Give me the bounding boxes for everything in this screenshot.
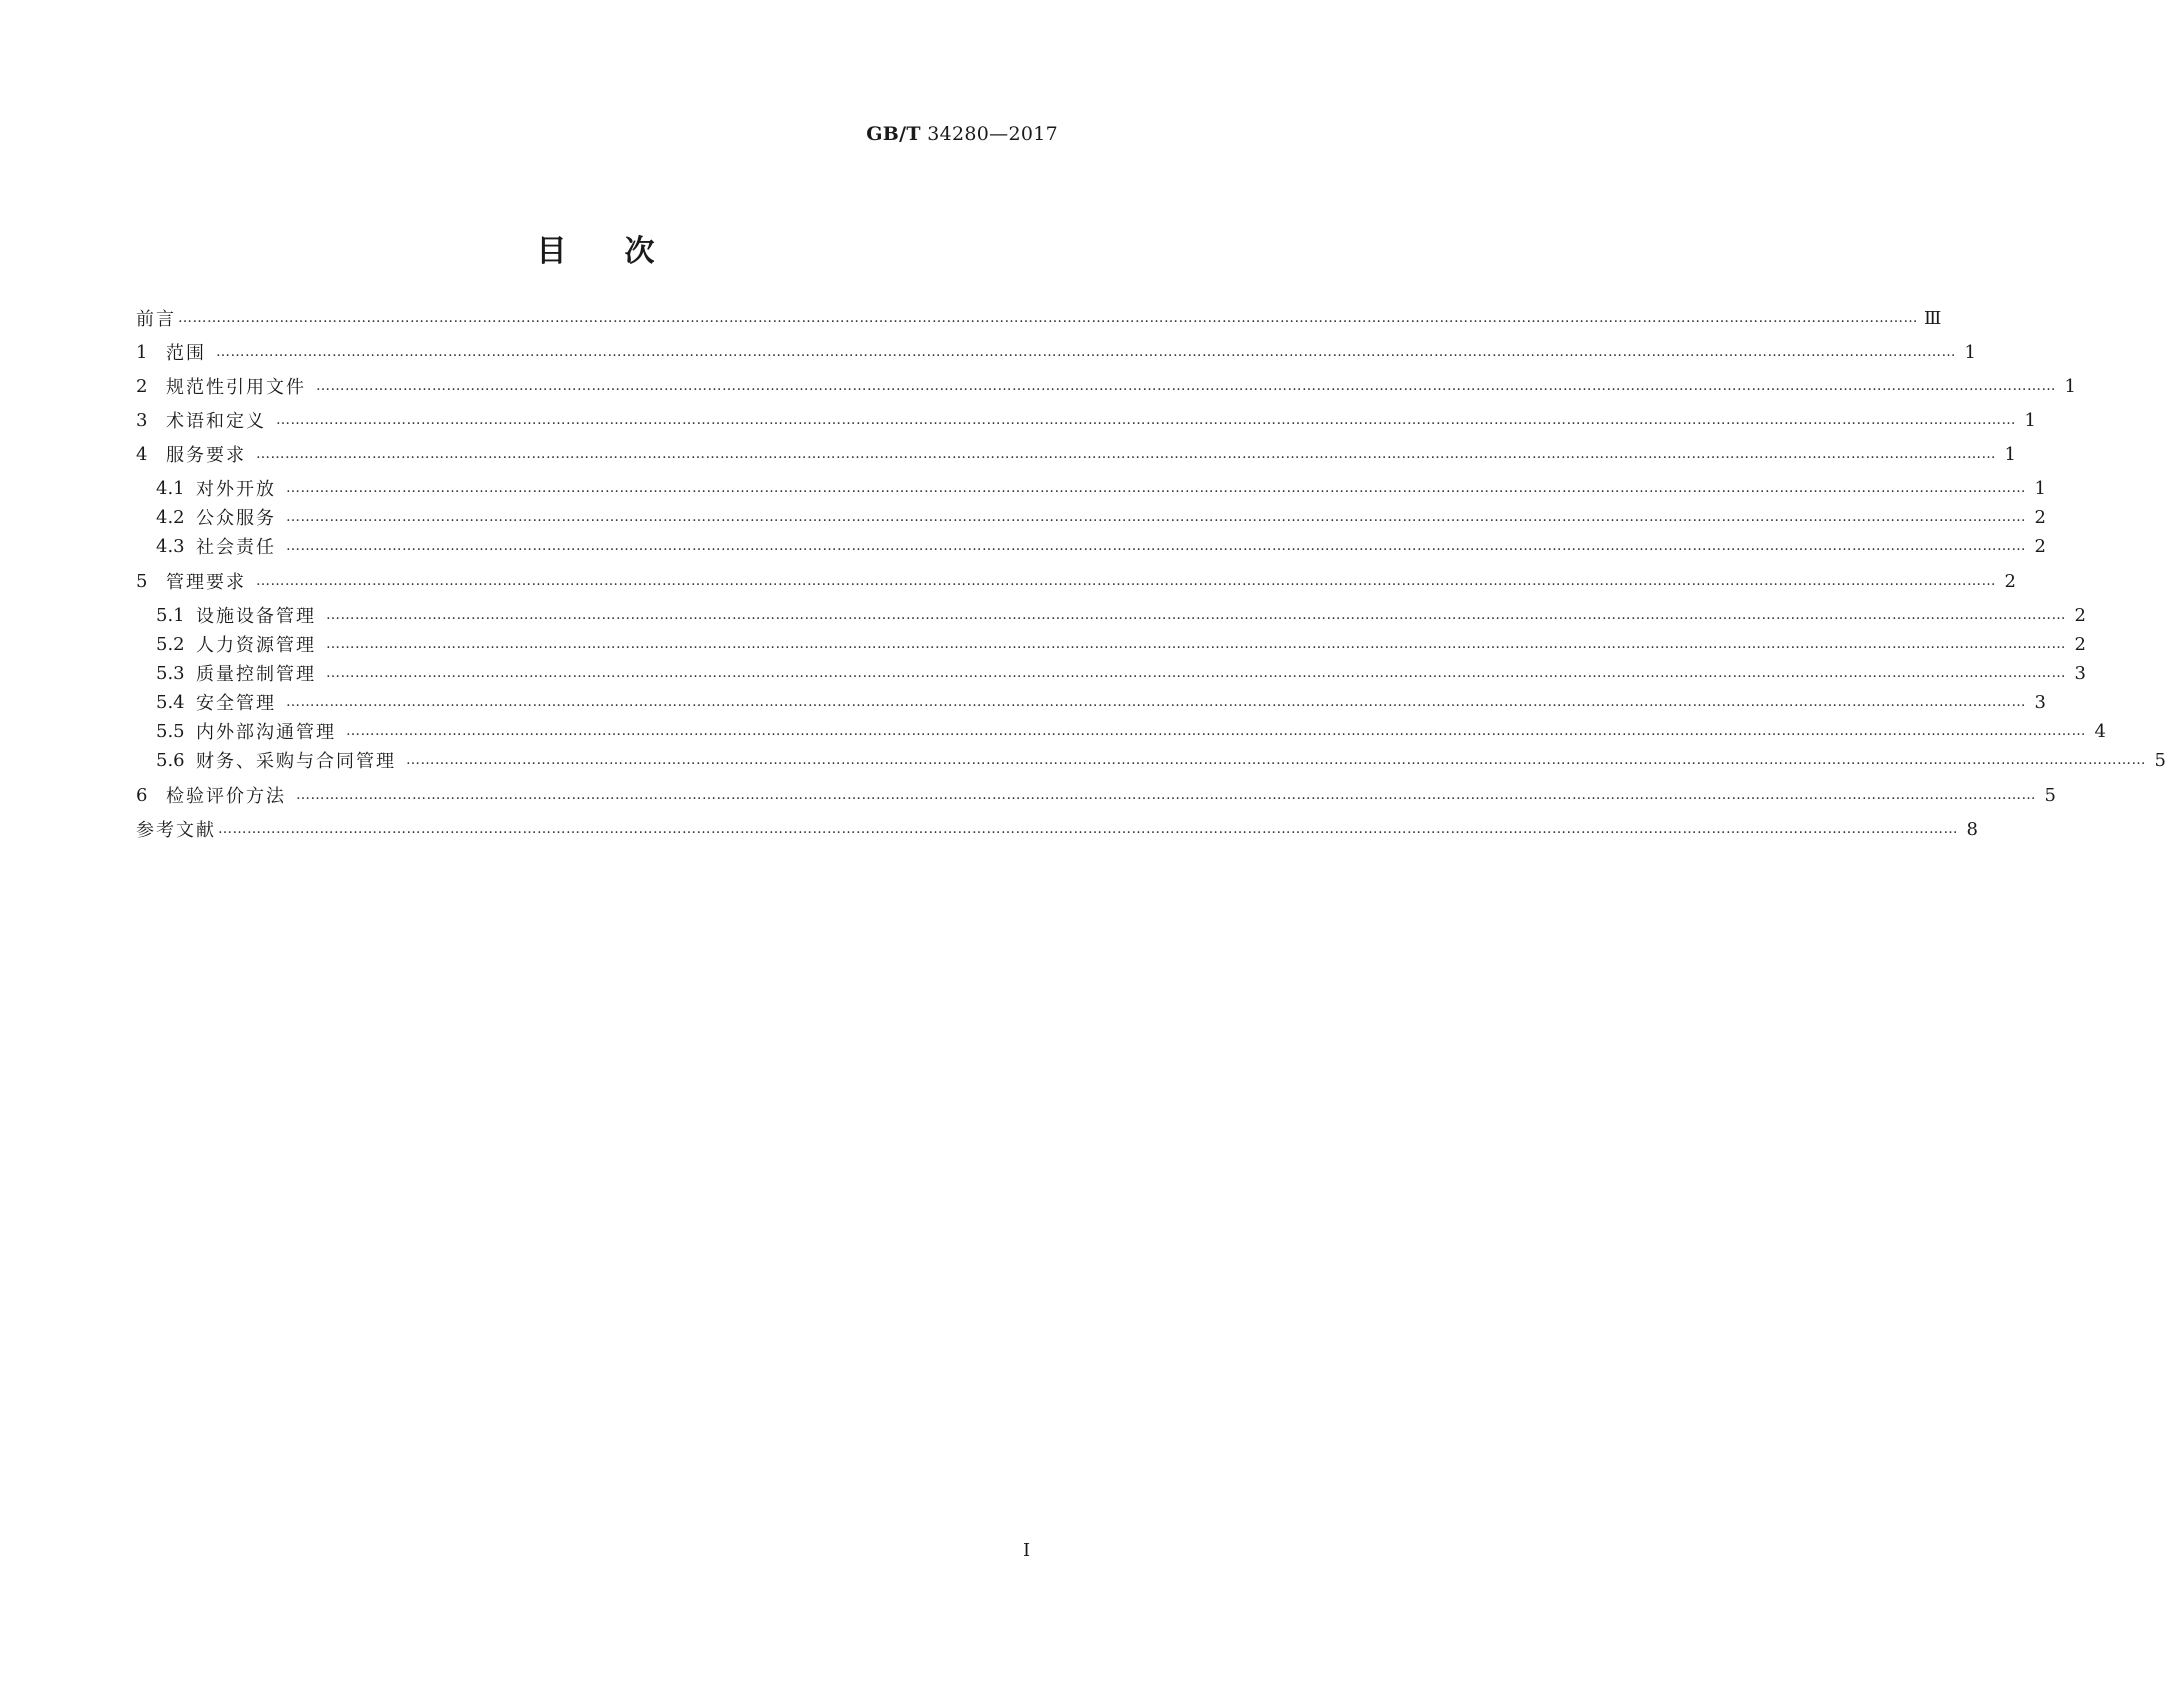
toc-entry-number: 4.1 — [156, 477, 185, 499]
toc-leader-dots: ……………………………………………………………………………………………………………………………………………………………………………………………………………………………………………………………………………………………………………………………… — [316, 378, 2056, 394]
toc-entry[interactable] — [136, 817, 1978, 841]
page-number: I — [1023, 1540, 1031, 1561]
toc-entry-label: 内外部沟通管理 — [196, 722, 336, 743]
toc-entry-label: 设施设备管理 — [196, 606, 316, 627]
toc-entry-label: 对外开放 — [196, 479, 276, 500]
toc-entry[interactable] — [156, 476, 2046, 500]
toc-entry-number: 4.2 — [156, 506, 185, 528]
toc-leader-dots: ……………………………………………………………………………………………………………………………………………………………………………………………………………………………………………………………………………………………………………………………… — [296, 787, 2036, 803]
toc-entry-number: 5.4 — [156, 691, 185, 713]
toc-entry[interactable] — [156, 748, 2166, 772]
toc-leader-dots: ……………………………………………………………………………………………………………………………………………………………………………………………………………………………………………………………………………………………………………………………… — [406, 752, 2146, 768]
toc-leader-dots: ……………………………………………………………………………………………………………………………………………………………………………………………………………………………………………………………………………………………………………………………… — [326, 636, 2066, 652]
toc-leader-dots: ……………………………………………………………………………………………………………………………………………………………………………………………………………………………………………………………………………………………………………………………… — [218, 821, 1958, 837]
toc-entry[interactable] — [156, 603, 2086, 627]
toc-entry-number: 4.3 — [156, 535, 185, 557]
toc-entry-label: 范围 — [166, 343, 206, 364]
toc-entry-number: 5.6 — [156, 749, 185, 771]
toc-entry-label: 术语和定义 — [166, 411, 266, 432]
toc-leader-dots: ……………………………………………………………………………………………………………………………………………………………………………………………………………………………………………………………………………………………………………………………… — [286, 694, 2026, 710]
toc-leader-dots: ……………………………………………………………………………………………………………………………………………………………………………………………………………………………………………………………………………………………………………………………… — [216, 344, 1956, 360]
toc-leader-dots: ……………………………………………………………………………………………………………………………………………………………………………………………………………………………………………………………………………………………………………………………… — [326, 607, 2066, 623]
toc-entry-number: 3 — [136, 409, 148, 431]
toc-entry-page: 5 — [2154, 749, 2166, 771]
toc-entry-page: 1 — [1964, 341, 1976, 363]
toc-entry-number: 2 — [136, 375, 148, 397]
toc-entry-label: 管理要求 — [166, 572, 246, 593]
toc-entry-page: 5 — [2044, 784, 2056, 806]
toc-entry-page: 2 — [2074, 604, 2086, 626]
toc-entry[interactable] — [156, 661, 2086, 685]
toc-entry-page: 2 — [2034, 535, 2046, 557]
toc-entry-number: 6 — [136, 784, 148, 806]
toc-entry-number: 4 — [136, 443, 148, 465]
toc-entry-page: 3 — [2034, 691, 2046, 713]
toc-entry[interactable] — [136, 306, 1942, 330]
toc-leader-dots: ……………………………………………………………………………………………………………………………………………………………………………………………………………………………………………………………………………………………………………………………… — [326, 665, 2066, 681]
toc-entry-page: Ⅲ — [1924, 307, 1942, 329]
toc-leader-dots: ……………………………………………………………………………………………………………………………………………………………………………………………………………………………………………………………………………………………………………………………… — [346, 723, 2086, 739]
toc-entry[interactable] — [136, 374, 2076, 398]
toc-entry-label: 人力资源管理 — [196, 635, 316, 656]
toc-leader-dots: ……………………………………………………………………………………………………………………………………………………………………………………………………………………………………………………………………………………………………………………………… — [286, 509, 2026, 525]
toc-entry[interactable] — [156, 534, 2046, 558]
toc-entry-label: 服务要求 — [166, 445, 246, 466]
standard-code — [866, 123, 1058, 145]
toc-entry[interactable] — [156, 632, 2086, 656]
toc-entry-page: 2 — [2034, 506, 2046, 528]
toc-entry-label: 社会责任 — [196, 537, 276, 558]
toc-entry[interactable] — [136, 783, 2056, 807]
toc-entry[interactable] — [136, 340, 1976, 364]
toc-title: 目次 — [536, 234, 713, 269]
toc-entry-label: 参考文献 — [136, 820, 216, 841]
toc-entry-number: 5.2 — [156, 633, 185, 655]
toc-entry-label: 质量控制管理 — [196, 664, 316, 685]
toc-entry-page: 2 — [2074, 633, 2086, 655]
toc-entry-page: 1 — [2064, 375, 2076, 397]
toc-entry-label: 公众服务 — [196, 508, 276, 529]
toc-entry[interactable] — [156, 719, 2106, 743]
toc-entry-label: 检验评价方法 — [166, 786, 286, 807]
toc-entry[interactable] — [136, 408, 2036, 432]
toc-entry-page: 3 — [2074, 662, 2086, 684]
toc-entry-label: 前言 — [136, 309, 176, 330]
toc-leader-dots: ……………………………………………………………………………………………………………………………………………………………………………………………………………………………………………………………………………………………………………………………… — [178, 310, 1918, 326]
toc-leader-dots: ……………………………………………………………………………………………………………………………………………………………………………………………………………………………………………………………………………………………………………………………… — [276, 412, 2016, 428]
toc-entry-label: 规范性引用文件 — [166, 377, 306, 398]
toc-entry-page: 4 — [2094, 720, 2106, 742]
toc-entry-page: 2 — [2004, 570, 2016, 592]
toc-entry-number: 5.3 — [156, 662, 185, 684]
toc-leader-dots: ……………………………………………………………………………………………………………………………………………………………………………………………………………………………………………………………………………………………………………………………… — [286, 480, 2026, 496]
toc-entry[interactable] — [136, 569, 2016, 593]
toc-entry-number: 5.5 — [156, 720, 185, 742]
toc-entry-label: 财务、采购与合同管理 — [196, 751, 396, 772]
toc-entry[interactable] — [156, 505, 2046, 529]
toc-entry-number: 5 — [136, 570, 148, 592]
toc-leader-dots: ……………………………………………………………………………………………………………………………………………………………………………………………………………………………………………………………………………………………………………………………… — [286, 538, 2026, 554]
toc-entry[interactable] — [136, 442, 2016, 466]
toc-entry-label: 安全管理 — [196, 693, 276, 714]
toc-leader-dots: ……………………………………………………………………………………………………………………………………………………………………………………………………………………………………………………………………………………………………………………………… — [256, 446, 1996, 462]
toc-entry-page: 8 — [1966, 818, 1978, 840]
standard-prefix: GB/T — [866, 123, 921, 145]
toc-leader-dots: ……………………………………………………………………………………………………………………………………………………………………………………………………………………………………………………………………………………………………………………………… — [256, 573, 1996, 589]
toc-entry-page: 1 — [2034, 477, 2046, 499]
standard-number: 34280—2017 — [927, 123, 1058, 145]
toc-entry-page: 1 — [2004, 443, 2016, 465]
toc-entry[interactable] — [156, 690, 2046, 714]
toc-entry-page: 1 — [2024, 409, 2036, 431]
toc-entry-number: 1 — [136, 341, 148, 363]
toc-entry-number: 5.1 — [156, 604, 185, 626]
